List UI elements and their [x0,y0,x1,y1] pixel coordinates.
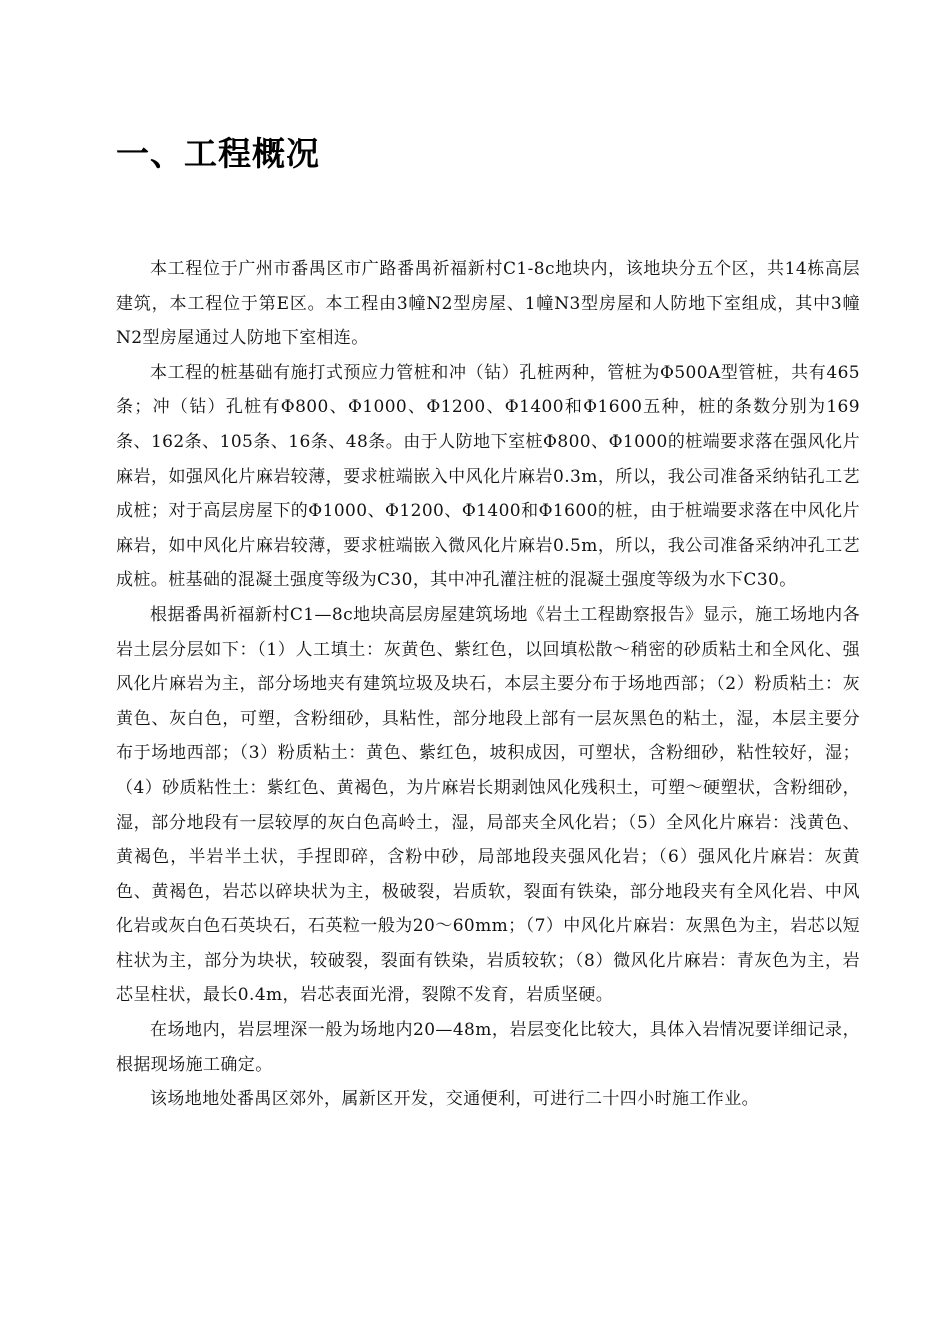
section-heading: 一、工程概况 [116,134,320,173]
paragraph-rock-depth: 在场地内，岩层埋深一般为场地内20—48m，岩层变化比较大，具体入岩情况要详细记录，根据现场施工确定。 [116,1020,860,1075]
paragraph-project-location: 本工程位于广州市番禺区市广路番禺祈福新村C1-8c地块内，该地块分五个区，共14栋高层建筑，本工程位于第E区。本工程由3幢N2型房屋、1幢N3型房屋和人防地下室组成，其中3幢N2型房屋通过人防地下室相连。 [116,259,860,349]
paragraph-soil-layers: 根据番禺祈福新村C1—8c地块高层房屋建筑场地《岩土工程勘察报告》显示，施工场地内各岩土层分层如下：（1）人工填土：灰黄色、紫红色，以回填松散～稍密的砂质粘土和全风化、强风化片麻岩为主，部分场地夹有建筑垃圾及块石，本层主要分布于场地西部；（2）粉质粘土：灰黄色、灰白色，可塑，含粉细砂，具粘性，部分地段上部有一层灰黑色的粘土，湿，本层主要分布于场地西部；（3）粉质粘土：黄色、紫红色，坡积成因，可塑状，含粉细砂，粘性较好，湿；（4）砂质粘性土：紫红色、黄褐色，为片麻岩长期剥蚀风化残积土，可塑～硬塑状，含粉细砂，湿，部分地段有一层较厚的灰白色高岭土，湿，局部夹全风化岩；（5）全风化片麻岩：浅黄色、黄褐色，半岩半土状，手捏即碎，含粉中砂，局部地段夹强风化岩；（6）强风化片麻岩：灰黄色、黄褐色，岩芯以碎块状为主，极破裂，岩质软，裂面有铁染，部分地段夹有全风化岩、中风化岩或灰白色石英块石，石英粒一般为20～60mm；（7）中风化片麻岩：灰黑色为主，岩芯以短柱状为主，部分为块状，较破裂，裂面有铁染，岩质较软；（8）微风化片麻岩：青灰色为主，岩芯呈柱状，最长0.4m，岩芯表面光滑，裂隙不发育，岩质坚硬。 [116,604,860,1006]
paragraph-site-access: 该场地地处番禺区郊外，属新区开发，交通便利，可进行二十四小时施工作业。 [150,1089,759,1110]
paragraph-pile-foundation: 本工程的桩基础有施打式预应力管桩和冲（钻）孔桩两种，管桩为Φ500A型管桩，共有465条；冲（钻）孔桩有Φ800、Φ1000、Φ1200、Φ1400和Φ1600五种，桩的条数分别为169条、162条、105条、16条、48条。由于人防地下室桩Φ800、Φ1000的桩端要求落在强风化片麻岩，如强风化片麻岩较薄，要求桩端嵌入中风化片麻岩0.3m，所以，我公司准备采纳钻孔工艺成桩；对于高层房屋下的Φ1000、Φ1200、Φ1400和Φ1600的桩，由于桩端要求落在中风化片麻岩，如中风化片麻岩较薄，要求桩端嵌入微风化片麻岩0.5m，所以，我公司准备采纳冲孔工艺成桩。桩基础的混凝土强度等级为C30，其中冲孔灌注桩的混凝土强度等级为水下C30。 [116,362,860,591]
body-text [116,252,860,1117]
